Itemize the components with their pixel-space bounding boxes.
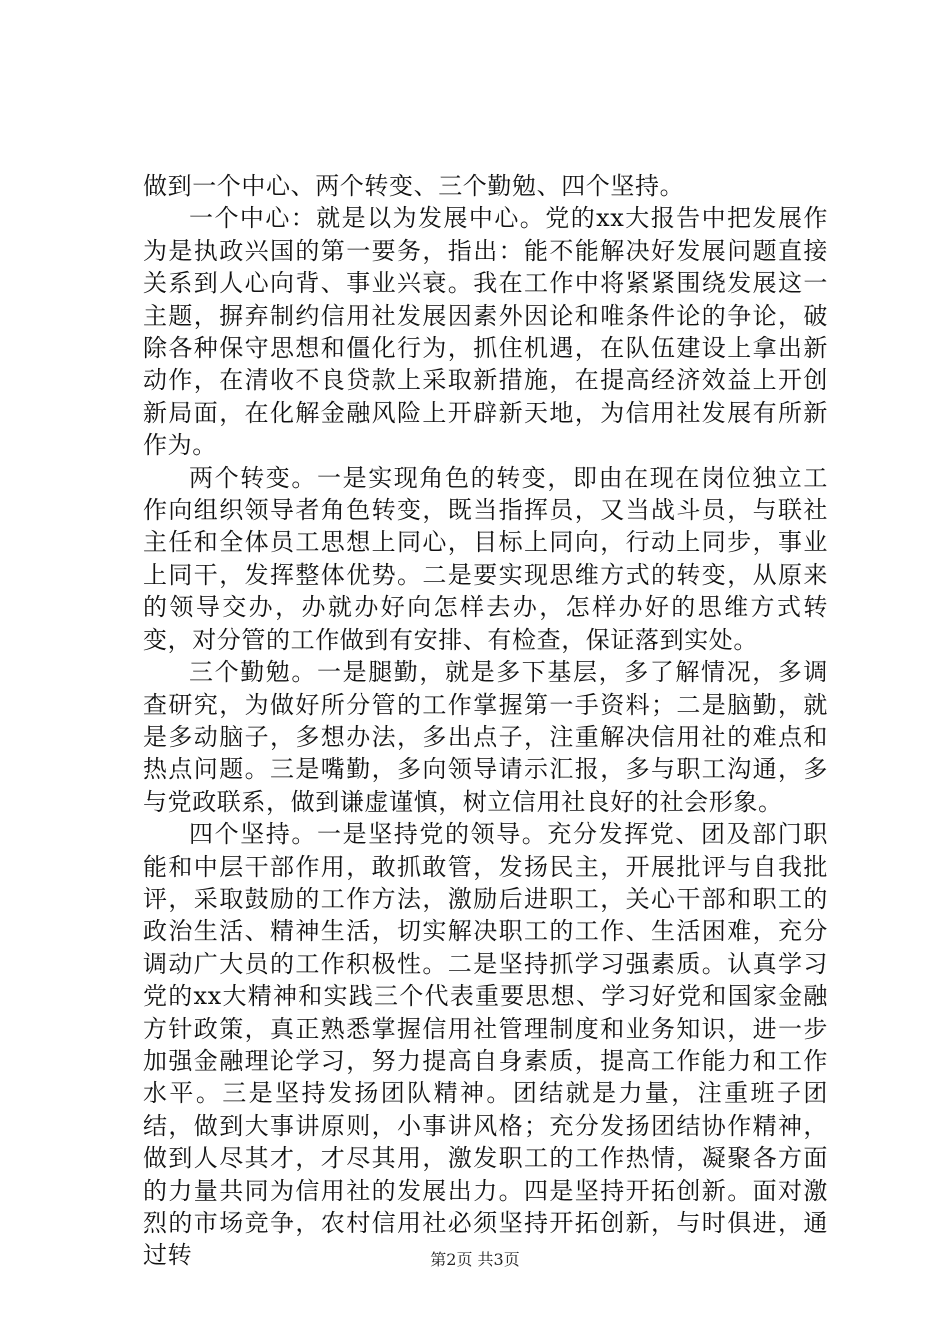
paragraph-one-center: 一个中心：就是以为发展中心。党的xx大报告中把发展作为是执政兴国的第一要务，指出：能不能解决好发展问题直接关系到人心向背、事业兴衰。我在工作中将紧紧围绕发展这一主题，摒弃制约信用社发展因素外因论和唯条件论的争论，破除各种保守思想和僵化行为，抓住机遇，在队伍建设上拿出新动作，在清收不良贷款上采取新措施，在提高经济效益上开创新局面，在化解金融风险上开辟新天地，为信用社发展有所新作为。 bbox=[143, 204, 828, 460]
page-number-label: 第2页 共3页 bbox=[430, 1250, 520, 1269]
paragraph-two-transformations: 两个转变。一是实现角色的转变，即由在现在岗位独立工作向组织领导者角色转变，既当指挥员，又当战斗员，与联社主任和全体员工思想上同心，目标上同向，行动上同步，事业上同干，发挥整体优势。二是要实现思维方式的转变，从原来的领导交办，办就办好向怎样去办，怎样办好的思维方式转变，对分管的工作做到有安排、有检查，保证落到实处。 bbox=[143, 463, 828, 654]
paragraph-four-persistences: 四个坚持。一是坚持党的领导。充分发挥党、团及部门职能和中层干部作用，敢抓敢管，发扬民主，开展批评与自我批评，采取鼓励的工作方法，激励后进职工，关心干部和职工的政治生活、精神生活，切实解决职工的工作、生活困难，充分调动广大员的工作积极性。二是坚持抓学习强素质。认真学习党的xx大精神和实践三个代表重要思想、学习好党和国家金融方针政策，真正熟悉掌握信用社管理制度和业务知识，进一步加强金融理论学习，努力提高自身素质，提高工作能力和工作水平。三是坚持发扬团队精神。团结就是力量，注重班子团结，做到大事讲原则，小事讲风格；充分发扬团结协作精神，做到人尽其才，才尽其用，激发职工的工作热情，凝聚各方面的力量共同为信用社的发展出力。四是坚持开拓创新。面对激烈的市场竞争，农村信用社必须坚持开拓创新，与时俱进，通过转 bbox=[143, 820, 828, 1270]
page-footer bbox=[0, 1250, 950, 1270]
paragraph-intro-line: 做到一个中心、两个转变、三个勤勉、四个坚持。 bbox=[143, 172, 685, 200]
document-body bbox=[143, 170, 828, 1272]
paragraph-three-diligences: 三个勤勉。一是腿勤，就是多下基层，多了解情况，多调查研究，为做好所分管的工作掌握第一手资料；二是脑勤，就是多动脑子，多想办法，多出点子，注重解决信用社的难点和热点问题。三是嘴勤，多向领导请示汇报，多与职工沟通，多与党政联系，做到谦虚谨慎，树立信用社良好的社会形象。 bbox=[143, 658, 828, 816]
